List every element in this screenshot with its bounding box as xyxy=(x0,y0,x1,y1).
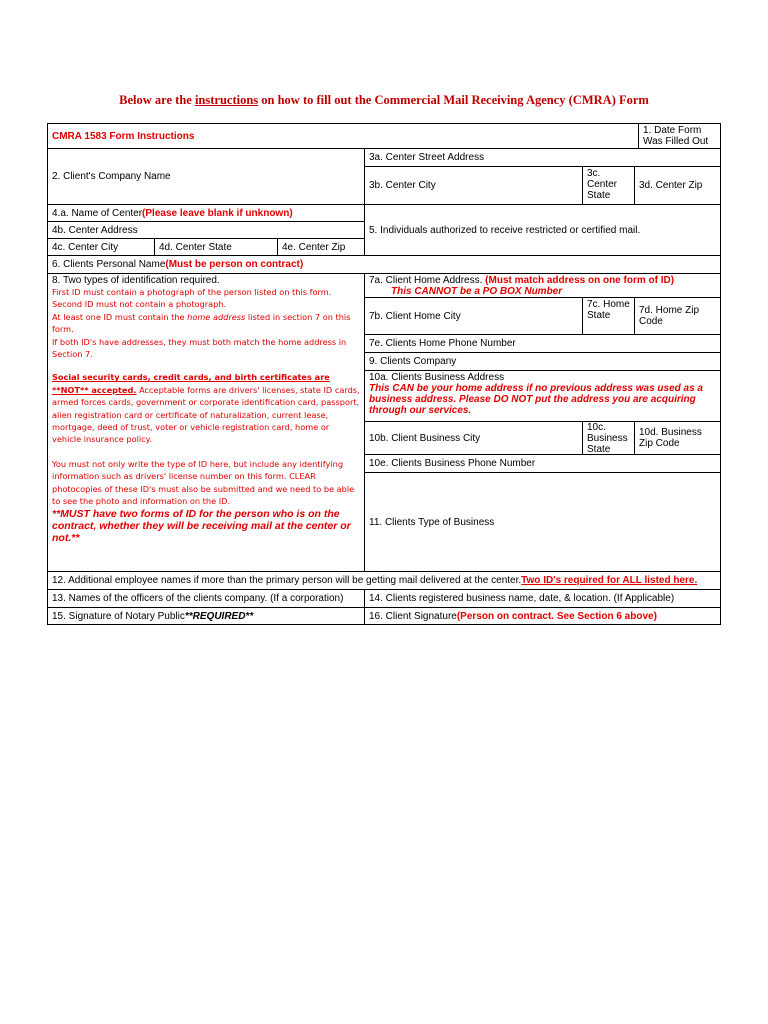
heading-text-before: Below are the xyxy=(119,93,195,107)
field-4d-center-state: 4d. Center State xyxy=(154,238,277,255)
field-4a-note: (Please leave blank if unknown) xyxy=(142,207,293,219)
cmra-form-table xyxy=(47,123,721,625)
field-8-line-2: Second ID must not contain a photograph. xyxy=(52,299,227,310)
field-7c-home-state: 7c. Home State xyxy=(582,297,634,334)
form-title: CMRA 1583 Form Instructions xyxy=(52,130,195,142)
field-3b-city: 3b. Center City xyxy=(364,166,582,204)
field-4e-center-zip: 4e. Center Zip xyxy=(277,238,364,255)
field-7d-home-zip: 7d. Home Zip Code xyxy=(634,297,720,334)
field-5-authorized: 5. Individuals authorized to receive restricted or certified mail. xyxy=(364,204,720,255)
field-7b-home-city: 7b. Client Home City xyxy=(364,297,582,334)
field-8-title: 8. Two types of identification required. xyxy=(52,275,220,286)
field-6-note: (Must be person on contract) xyxy=(165,259,304,270)
field-8-line-7: **MUST have two forms of ID for the person who is on the contract, whether they will be receiving mail at the center or not.** xyxy=(52,507,351,544)
field-8-instructions xyxy=(52,286,360,544)
field-8-line-4: If both ID's have addresses, they must both match the home address in Section 7. xyxy=(52,336,347,360)
field-8-line-5: Social security cards, credit cards, and birth certificates are **NOT** accepted. Acceptable forms are drivers' licenses, state ID cards, armed forces cards, government or corporate identification card, passport, alien registration card or certificate of naturalization, current lease, mortgage, deed of trust, voter or vehicle registration card, home or vehicle insurance policy. xyxy=(52,372,360,445)
field-7e-home-phone: 7e. Clients Home Phone Number xyxy=(364,334,720,352)
field-10c-business-state: 10c. Business State xyxy=(582,421,634,454)
field-9-company: 9. Clients Company xyxy=(364,352,720,370)
field-7a-note: (Must match address on one form of ID) xyxy=(485,275,675,286)
page-heading xyxy=(0,93,768,108)
field-8-line-6: You must not only write the type of ID here, but include any identifying information such as drivers' license number on this form. CLEAR photocopies of these ID's must also be submitted and we need to be able to see the photo and information on the ID. xyxy=(52,458,355,507)
field-2-company-name: 2. Client's Company Name xyxy=(48,148,364,204)
field-3a-street: 3a. Center Street Address xyxy=(364,148,720,166)
field-6-personal-name: 6. Clients Personal Name (Must be person on contract) xyxy=(48,255,720,273)
field-3c-state: 3c. Center State xyxy=(582,166,634,204)
field-4c-center-city: 4c. Center City xyxy=(48,238,154,255)
field-15-notary-signature: 15. Signature of Notary Public **REQUIRED** xyxy=(48,607,364,624)
field-12-note: Two ID's required for ALL listed here. xyxy=(521,575,698,586)
field-13-officers: 13. Names of the officers of the clients company. (If a corporation) xyxy=(48,589,364,607)
field-10b-business-city: 10b. Client Business City xyxy=(364,421,582,454)
field-4a-center-name: 4.a. Name of Center (Please leave blank if unknown) xyxy=(48,204,364,221)
field-15-note: **REQUIRED** xyxy=(184,610,254,622)
field-10e-business-phone: 10e. Clients Business Phone Number xyxy=(364,454,720,472)
field-16-client-signature: 16. Client Signature (Person on contract. See Section 6 above) xyxy=(364,607,720,624)
field-10d-business-zip: 10d. Business Zip Code xyxy=(634,421,720,454)
heading-instructions-link: instructions xyxy=(194,93,259,107)
field-12-additional-employees: 12. Additional employee names if more than the primary person will be getting mail delivered at the center. Two ID's required for ALL listed here. xyxy=(48,571,720,589)
field-10a-note: This CAN be your home address if no previous address was used as a business address. Please DO NOT put the address you are acquiring through our services. xyxy=(369,383,703,416)
field-3d-zip: 3d. Center Zip xyxy=(634,166,720,204)
heading-text-after: on how to fill out the Commercial Mail Receiving Agency (CMRA) Form xyxy=(258,93,649,107)
field-14-registered-business: 14. Clients registered business name, date, & location. (If Applicable) xyxy=(364,589,720,607)
field-1-date: 1. Date Form Was Filled Out xyxy=(638,124,720,148)
field-8-identification xyxy=(48,273,364,571)
field-16-note: (Person on contract. See Section 6 above) xyxy=(456,610,657,622)
field-7a-home-address: 7a. Client Home Address. (Must match address on one form of ID) This CANNOT be a PO BOX Number xyxy=(364,273,720,297)
field-8-line-1: First ID must contain a photograph of the person listed on this form. xyxy=(52,287,332,297)
field-7a-po-box-note: This CANNOT be a PO BOX Number xyxy=(391,286,563,297)
field-8-line-3: At least one ID must contain the home address listed in section 7 on this form. xyxy=(52,311,351,335)
field-11-business-type: 11. Clients Type of Business xyxy=(364,472,720,571)
field-10a-business-address: 10a. Clients Business Address This CAN be your home address if no previous address was used as a business address. Please DO NOT put the address you are acquiring through our services. xyxy=(364,370,720,421)
field-4b-center-address: 4b. Center Address xyxy=(48,221,364,238)
